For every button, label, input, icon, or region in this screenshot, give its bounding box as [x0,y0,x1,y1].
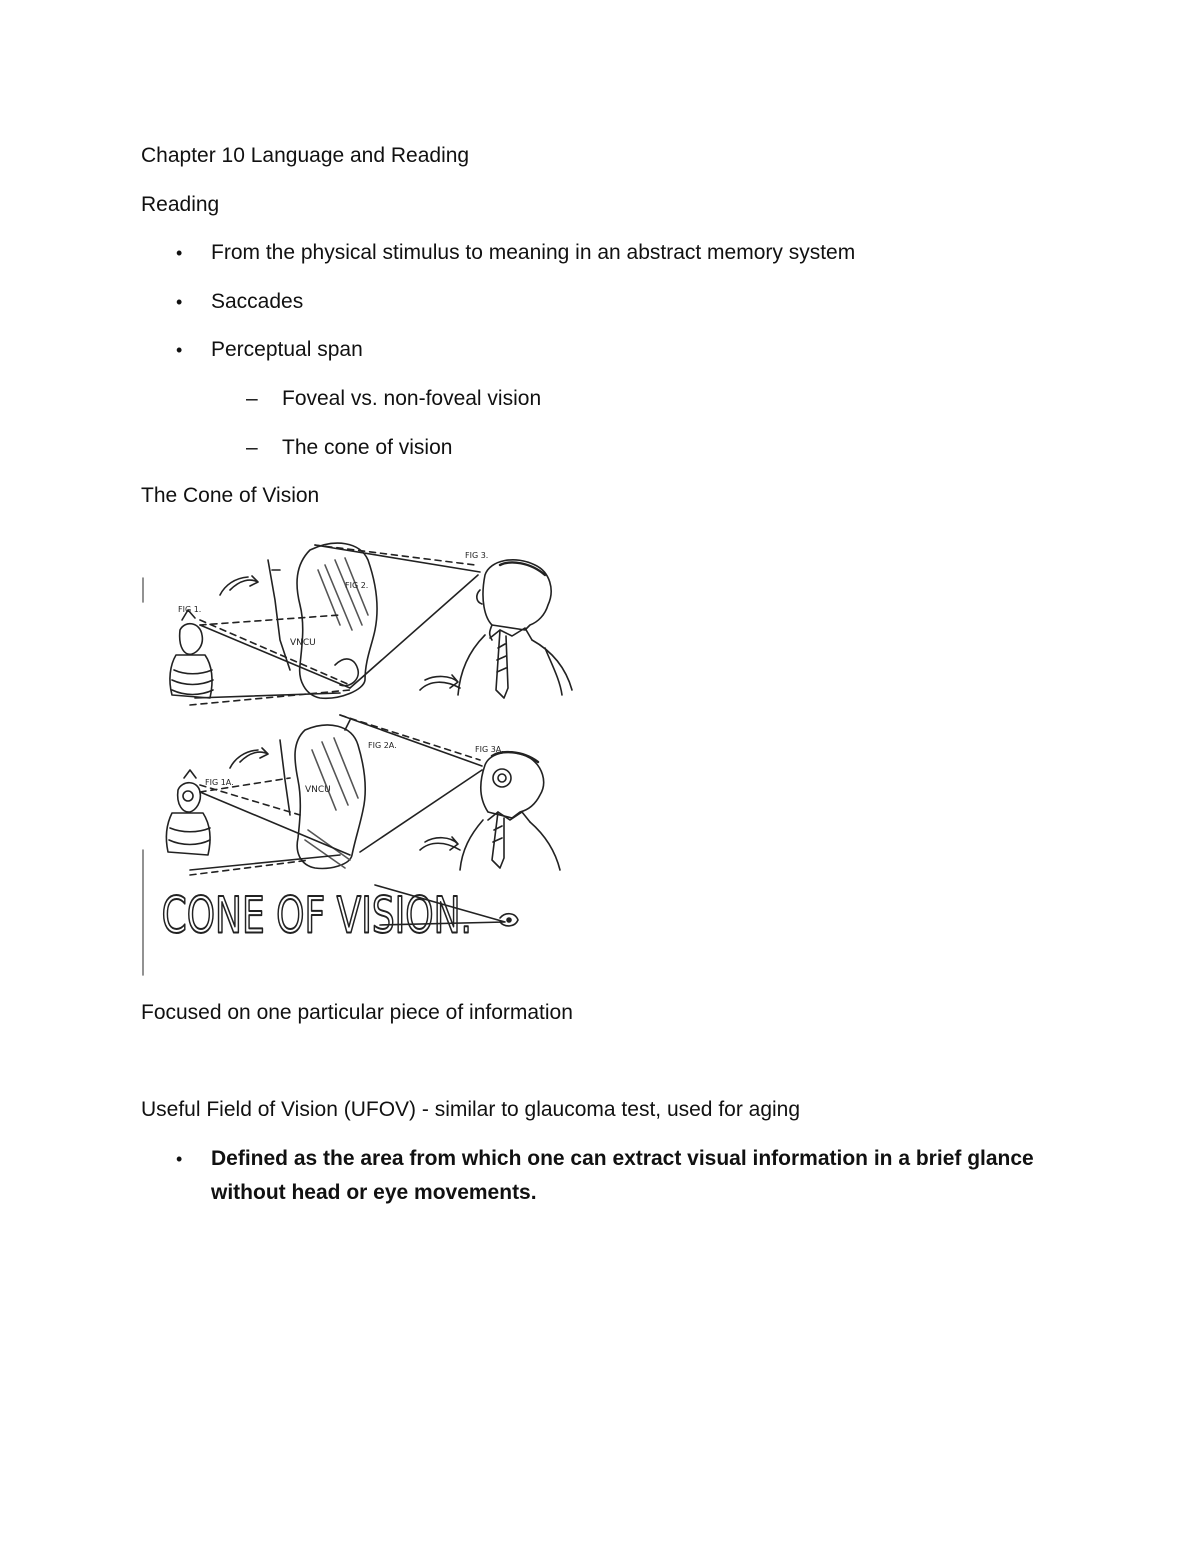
bullet-marker: • [176,292,183,312]
figure-label: FIG 1A. [205,778,234,787]
list-item: From the physical stimulus to meaning in an abstract memory system [211,241,856,264]
sub-bullet-marker: – [246,436,258,459]
reading-heading: Reading [141,193,220,216]
figure-label: FIG 2A. [368,741,397,750]
svg-text:VNCU: VNCU [305,785,331,795]
bust-figure-top [170,610,213,698]
sight-lines-bottom-solid [190,715,482,870]
bust-figure-bottom [166,770,210,855]
figure-caption: CONE OF VISION. [161,887,472,946]
sub-list-item: Foveal vs. non-foveal vision [282,387,542,410]
svg-text:VNCU: VNCU [290,638,316,648]
central-figure-bottom [280,720,365,868]
sub-list-item: The cone of vision [282,436,453,459]
ufov-heading: Useful Field of Vision (UFOV) - similar to glaucoma test, used for aging [141,1098,801,1121]
bullet-marker: • [176,243,183,263]
list-item: Perceptual span [211,338,363,361]
ufov-definition-line-1: Defined as the area from which one can extract visual information in a brief glance [211,1147,1034,1170]
bullet-marker: • [176,340,183,360]
central-figure-top [268,543,377,698]
figure-label: FIG 1. [178,605,202,614]
ufov-definition-line-2: without head or eye movements. [211,1181,537,1204]
cone-of-vision-heading: The Cone of Vision [141,484,320,507]
sub-bullet-marker: – [246,387,258,410]
cone-of-vision-figure [140,530,580,980]
figure-label: FIG 2. [345,581,369,590]
bullet-marker: • [176,1149,183,1169]
focused-note: Focused on one particular piece of information [141,1001,573,1024]
page-title: Chapter 10 Language and Reading [141,144,470,167]
observer-man-top [458,560,572,698]
figure-label: FIG 3A. [475,745,504,754]
observer-man-bottom [460,752,560,870]
list-item: Saccades [211,290,304,313]
figure-label: FIG 3. [465,551,489,560]
